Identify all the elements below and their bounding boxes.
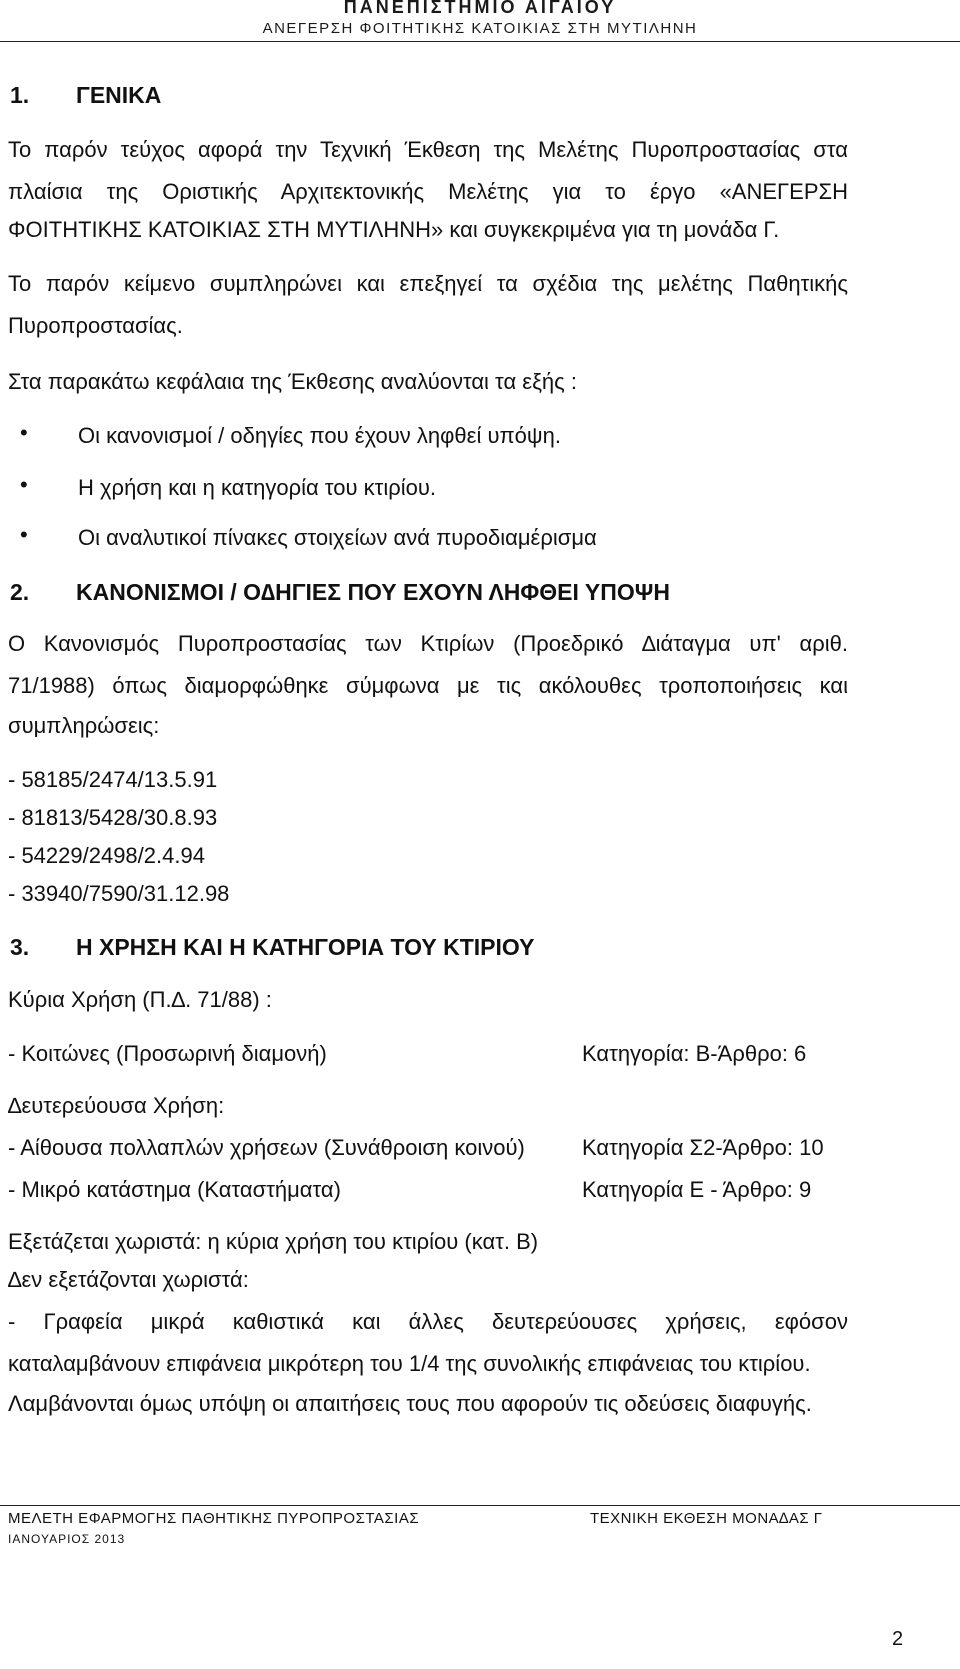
section1-intro: Στα παρακάτω κεφάλαια της Έκθεσης αναλύονται τα εξής : <box>8 369 577 394</box>
secondary-use-name: - Αίθουσα πολλαπλών χρήσεων (Συνάθροιση κοινού) <box>8 1135 525 1160</box>
section1-para1-line2: πλαίσια της Οριστικής Αρχιτεκτονικής Μελέτης για το έργο «ΑΝΕΓΕΡΣΗ <box>8 179 848 204</box>
section2-number: 2. <box>10 579 30 605</box>
section2-para-line3: συμπληρώσεις: <box>8 713 160 738</box>
section1-para1-line3: ΦΟΙΤΗΤΙΚΗΣ ΚΑΤΟΙΚΙΑΣ ΣΤΗ ΜΥΤΙΛΗΝΗ» και συγκεκριμένα για τη μονάδα Γ. <box>8 217 780 242</box>
bullet-item: Η χρήση και η κατηγορία του κτιρίου. <box>78 475 436 500</box>
bullet-marker: • <box>20 472 28 497</box>
secondary-use-category: Κατηγορία Ε - Άρθρο: 9 <box>582 1177 812 1202</box>
page-number: 2 <box>892 1628 904 1650</box>
section1-para1-line1: Το παρόν τεύχος αφορά την Τεχνική Έκθεση της Μελέτης Πυροπροστασίας στα <box>8 137 848 162</box>
not-examined-label: ∆εν εξετάζονται χωριστά: <box>8 1267 249 1292</box>
examined-separately: Εξετάζεται χωριστά: η κύρια χρήση του κτιρίου (κατ. Β) <box>8 1229 539 1254</box>
section3-number: 3. <box>10 934 30 960</box>
secondary-use-name: - Μικρό κατάστημα (Καταστήματα) <box>8 1177 341 1202</box>
not-examined-line3: Λαμβάνονται όμως υπόψη οι απαιτήσεις τους που αφορούν τις οδεύσεις διαφυγής. <box>8 1391 812 1416</box>
footer-date: ΙΑΝΟΥΑΡΙΟΣ 2013 <box>8 1532 126 1546</box>
section2-para-line2: 71/1988) όπως διαμορφώθηκε σύμφωνα με τις ακόλουθες τροποποιήσεις και <box>8 673 848 698</box>
header-university: ΠΑΝΕΠΙΣΤΗΜΙΟ ΑΙΓΑΙΟΥ <box>343 0 617 17</box>
not-examined-line1: - Γραφεία μικρά καθιστικά και άλλες δευτερεύουσες χρήσεις, εφόσον <box>8 1309 848 1334</box>
not-examined-line2: καταλαμβάνουν επιφάνεια μικρότερη του 1/4 της συνολικής επιφάνειας του κτιρίου. <box>8 1351 811 1376</box>
secondary-use-label: ∆ευτερεύουσα Χρήση: <box>8 1093 225 1118</box>
amendment-item: - 58185/2474/13.5.91 <box>8 767 218 792</box>
section1-para2-line1: Το παρόν κείμενο συμπληρώνει και επεξηγεί τα σχέδια της μελέτης Παθητικής <box>8 271 848 296</box>
amendment-item: - 81813/5428/30.8.93 <box>8 805 218 830</box>
amendment-item: - 54229/2498/2.4.94 <box>8 843 205 868</box>
section1-para2-line2: Πυροπροστασίας. <box>8 313 183 338</box>
section1-title: ΓΕΝΙΚΑ <box>76 82 162 108</box>
footer-rule <box>0 1505 960 1506</box>
header-project: ΑΝΕΓΕΡΣΗ ΦΟΙΤΗΤΙΚΗΣ ΚΑΤΟΙΚΙΑΣ ΣΤΗ ΜΥΤΙΛΗΝΗ <box>262 20 698 37</box>
section2-title: ΚΑΝΟΝΙΣΜΟΙ / Ο∆ΗΓΙΕΣ ΠΟΥ ΕΧΟΥΝ ΛΗΦΘΕΙ ΥΠΟΨΗ <box>76 579 670 605</box>
bullet-item: Οι κανονισμοί / οδηγίες που έχουν ληφθεί υπόψη. <box>78 423 561 448</box>
amendment-item: - 33940/7590/31.12.98 <box>8 881 230 906</box>
footer-study-title: ΜΕΛΕΤΗ ΕΦΑΡΜΟΓΗΣ ΠΑΘΗΤΙΚΗΣ ΠΥΡΟΠΡΟΣΤΑΣΙΑΣ <box>8 1510 420 1527</box>
main-use-category: Κατηγορία: Β-Άρθρο: 6 <box>582 1041 807 1066</box>
main-use-label: Κύρια Χρήση (Π.∆. 71/88) : <box>8 987 272 1012</box>
secondary-use-category: Κατηγορία Σ2-Άρθρο: 10 <box>582 1135 824 1160</box>
footer-report-title: ΤΕΧΝΙΚΗ ΕΚΘΕΣΗ ΜΟΝΑ∆ΑΣ Γ <box>590 1510 823 1527</box>
section2-para-line1: Ο Κανονισμός Πυροπροστασίας των Κτιρίων (Προεδρικό ∆ιάταγμα υπ' αριθ. <box>8 631 848 656</box>
section1-number: 1. <box>10 82 30 108</box>
main-use-name: - Κοιτώνες (Προσωρινή διαμονή) <box>8 1041 327 1066</box>
section3-title: Η ΧΡΗΣΗ ΚΑΙ Η ΚΑΤΗΓΟΡΙΑ ΤΟΥ ΚΤΙΡΙΟΥ <box>76 934 535 960</box>
bullet-item: Οι αναλυτικοί πίνακες στοιχείων ανά πυροδιαμέρισμα <box>78 525 597 550</box>
header-rule <box>0 41 960 42</box>
bullet-marker: • <box>20 522 28 547</box>
bullet-marker: • <box>20 420 28 445</box>
